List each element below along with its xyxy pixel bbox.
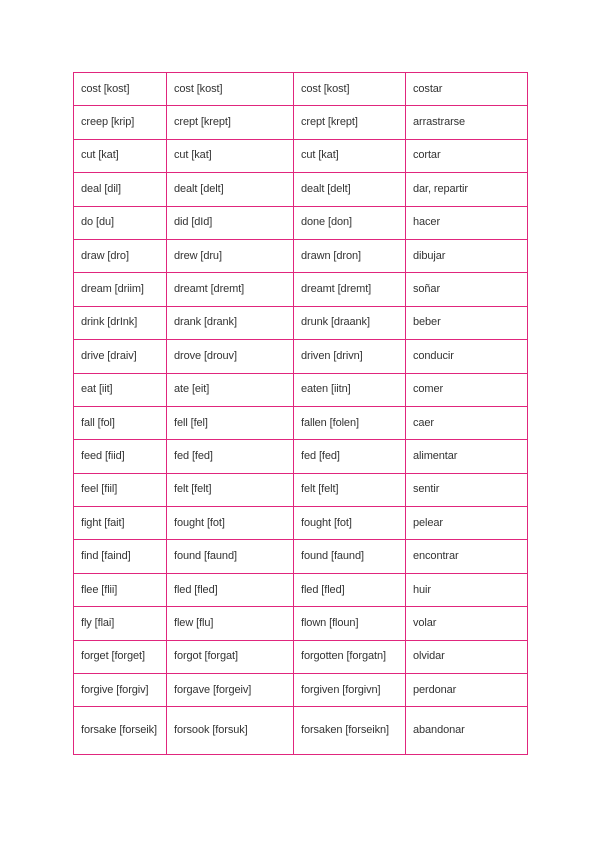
past-simple-cell: drew [dru] bbox=[167, 239, 294, 272]
infinitive-cell: deal [dil] bbox=[74, 173, 167, 206]
table-row bbox=[74, 239, 528, 272]
past-participle-cell: forgiven [forgivn] bbox=[294, 674, 406, 707]
past-simple-cell: dreamt [dremt] bbox=[167, 273, 294, 306]
infinitive-cell: drive [draiv] bbox=[74, 340, 167, 373]
irregular-verbs-table bbox=[73, 72, 528, 755]
infinitive-cell: eat [iit] bbox=[74, 373, 167, 406]
table-row bbox=[74, 640, 528, 673]
past-participle-cell: fought [fot] bbox=[294, 507, 406, 540]
table-row bbox=[74, 73, 528, 106]
past-simple-cell: flew [flu] bbox=[167, 607, 294, 640]
past-simple-cell: fled [fled] bbox=[167, 573, 294, 606]
infinitive-cell: fall [fol] bbox=[74, 406, 167, 439]
past-simple-cell: fought [fot] bbox=[167, 507, 294, 540]
past-participle-cell: cut [kat] bbox=[294, 139, 406, 172]
infinitive-cell: cut [kat] bbox=[74, 139, 167, 172]
past-participle-cell: found [faund] bbox=[294, 540, 406, 573]
past-simple-cell: found [faund] bbox=[167, 540, 294, 573]
infinitive-cell: cost [kost] bbox=[74, 73, 167, 106]
translation-cell: caer bbox=[406, 406, 528, 439]
past-simple-cell: forsook [forsuk] bbox=[167, 707, 294, 755]
table-row bbox=[74, 106, 528, 139]
translation-cell: abandonar bbox=[406, 707, 528, 755]
infinitive-cell: creep [krip] bbox=[74, 106, 167, 139]
infinitive-cell: dream [driim] bbox=[74, 273, 167, 306]
translation-cell: alimentar bbox=[406, 440, 528, 473]
past-participle-cell: fed [fed] bbox=[294, 440, 406, 473]
past-simple-cell: drank [drank] bbox=[167, 306, 294, 339]
infinitive-cell: find [faind] bbox=[74, 540, 167, 573]
past-simple-cell: fed [fed] bbox=[167, 440, 294, 473]
table-row bbox=[74, 406, 528, 439]
infinitive-cell: feel [fiil] bbox=[74, 473, 167, 506]
past-simple-cell: forgot [forgat] bbox=[167, 640, 294, 673]
translation-cell: conducir bbox=[406, 340, 528, 373]
past-simple-cell: fell [fel] bbox=[167, 406, 294, 439]
past-participle-cell: forsaken [forseikn] bbox=[294, 707, 406, 755]
past-participle-cell: cost [kost] bbox=[294, 73, 406, 106]
past-participle-cell: eaten [iitn] bbox=[294, 373, 406, 406]
verbs-table-body bbox=[74, 73, 528, 755]
translation-cell: comer bbox=[406, 373, 528, 406]
translation-cell: volar bbox=[406, 607, 528, 640]
translation-cell: pelear bbox=[406, 507, 528, 540]
past-participle-cell: fled [fled] bbox=[294, 573, 406, 606]
translation-cell: encontrar bbox=[406, 540, 528, 573]
table-row bbox=[74, 507, 528, 540]
infinitive-cell: drink [drInk] bbox=[74, 306, 167, 339]
past-simple-cell: did [dId] bbox=[167, 206, 294, 239]
translation-cell: olvidar bbox=[406, 640, 528, 673]
infinitive-cell: draw [dro] bbox=[74, 239, 167, 272]
translation-cell: huir bbox=[406, 573, 528, 606]
table-row bbox=[74, 540, 528, 573]
table-row bbox=[74, 173, 528, 206]
translation-cell: perdonar bbox=[406, 674, 528, 707]
table-row bbox=[74, 607, 528, 640]
table-row bbox=[74, 206, 528, 239]
table-row bbox=[74, 707, 528, 755]
infinitive-cell: forgive [forgiv] bbox=[74, 674, 167, 707]
table-row bbox=[74, 139, 528, 172]
past-simple-cell: cut [kat] bbox=[167, 139, 294, 172]
infinitive-cell: fly [flai] bbox=[74, 607, 167, 640]
past-simple-cell: drove [drouv] bbox=[167, 340, 294, 373]
infinitive-cell: do [du] bbox=[74, 206, 167, 239]
translation-cell: costar bbox=[406, 73, 528, 106]
past-participle-cell: driven [drivn] bbox=[294, 340, 406, 373]
past-participle-cell: done [don] bbox=[294, 206, 406, 239]
table-row bbox=[74, 473, 528, 506]
past-participle-cell: dreamt [dremt] bbox=[294, 273, 406, 306]
infinitive-cell: feed [fiid] bbox=[74, 440, 167, 473]
past-participle-cell: forgotten [forgatn] bbox=[294, 640, 406, 673]
infinitive-cell: forsake [forseik] bbox=[74, 707, 167, 755]
table-row bbox=[74, 373, 528, 406]
past-participle-cell: felt [felt] bbox=[294, 473, 406, 506]
translation-cell: dibujar bbox=[406, 239, 528, 272]
table-row bbox=[74, 573, 528, 606]
past-simple-cell: dealt [delt] bbox=[167, 173, 294, 206]
translation-cell: beber bbox=[406, 306, 528, 339]
table-row bbox=[74, 273, 528, 306]
past-simple-cell: ate [eit] bbox=[167, 373, 294, 406]
past-simple-cell: forgave [forgeiv] bbox=[167, 674, 294, 707]
translation-cell: dar, repartir bbox=[406, 173, 528, 206]
translation-cell: hacer bbox=[406, 206, 528, 239]
past-participle-cell: drunk [draank] bbox=[294, 306, 406, 339]
translation-cell: soñar bbox=[406, 273, 528, 306]
translation-cell: cortar bbox=[406, 139, 528, 172]
table-row bbox=[74, 674, 528, 707]
past-participle-cell: crept [krept] bbox=[294, 106, 406, 139]
past-simple-cell: crept [krept] bbox=[167, 106, 294, 139]
table-row bbox=[74, 340, 528, 373]
past-participle-cell: fallen [folen] bbox=[294, 406, 406, 439]
past-simple-cell: felt [felt] bbox=[167, 473, 294, 506]
infinitive-cell: fight [fait] bbox=[74, 507, 167, 540]
infinitive-cell: forget [forget] bbox=[74, 640, 167, 673]
table-row bbox=[74, 306, 528, 339]
past-participle-cell: drawn [dron] bbox=[294, 239, 406, 272]
past-participle-cell: flown [floun] bbox=[294, 607, 406, 640]
table-row bbox=[74, 440, 528, 473]
translation-cell: arrastrarse bbox=[406, 106, 528, 139]
infinitive-cell: flee [flii] bbox=[74, 573, 167, 606]
past-simple-cell: cost [kost] bbox=[167, 73, 294, 106]
past-participle-cell: dealt [delt] bbox=[294, 173, 406, 206]
translation-cell: sentir bbox=[406, 473, 528, 506]
